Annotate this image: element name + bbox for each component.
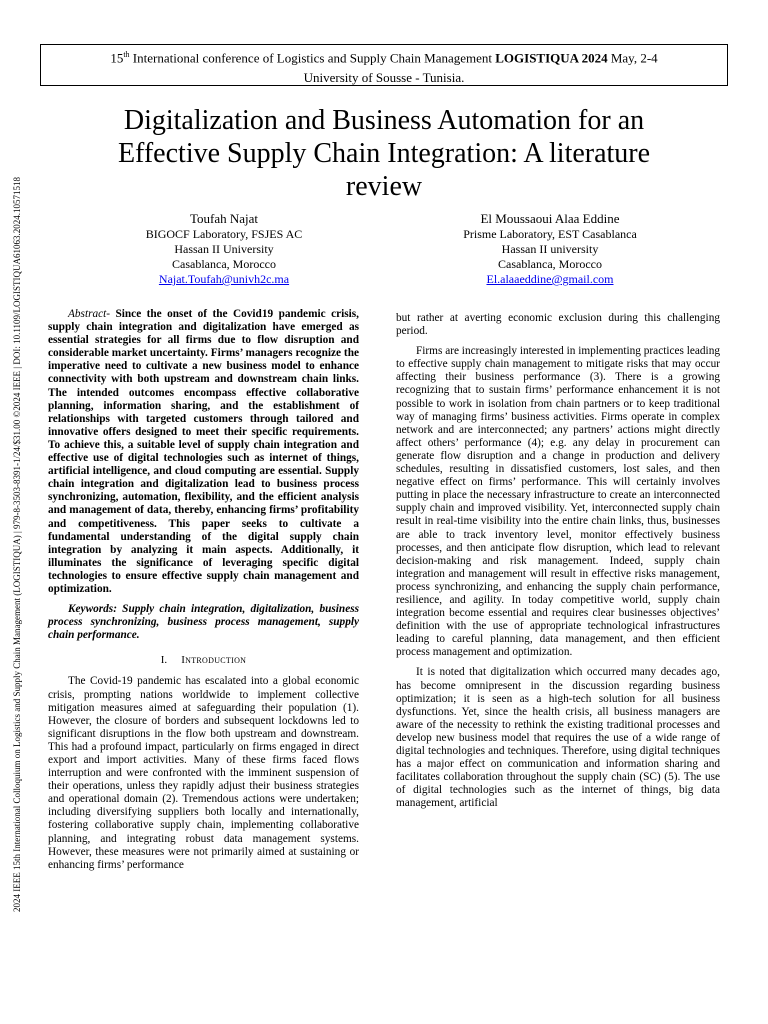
author-name: Toufah Najat bbox=[189, 211, 259, 226]
abstract: Abstract- Since the onset of the Covid19 pandemic crisis, supply chain integration and digitalization have emerged as essential strategies for all firms due to flow disruption and considerable market uncertainty. Firms’ managers recognize the imperative need to cultivate a new business model to enhance connectivity with both upstream and downstream chain links. The intended outcomes encompass effective collaborative planning, information sharing, and the establishment of relationships with targeted customers through tailored and innovative offers designed to meet their specific requirements. To achieve this, a suitable level of supply chain integration and effective use of digital technologies such as internet of things, artificial intelligence, and cloud computing are essential. Supply chain integration and digitalization lead to business process synchronizing, automation, flexibility, and the efficient analysis and management of data, thereby, enhancing firms’ profitability and competitiveness. This paper seeks to cultivate a fundamental understanding of the digital supply chain integration by analyzing it main aspects. Additionally, it illuminates the significance of leveraging specific digital technologies to ensure effective supply chain management and optimization. bbox=[48, 308, 359, 595]
paragraph-intro: The Covid-19 pandemic has escalated into a global economic crisis, prompting nations worldwide to implement collective mitigation measures aimed at safeguarding their population (1). However, the closure of borders and subsequent lockdowns led to significant disruptions in the flow both upstream and downstream. This had a profound impact, particularly on firms engaged in direct export and import activities. Many of these firms faced flows interruption and were confronted with the imminent suspension of their operations, unless they rapidly adjust their business strategies and operational domain (2). Tremendous actions were undertaken; including diversifying suppliers both locally and internationally, fostering collaborative supply chain, implementing collaborative planning, and integrating robust data management systems. However, these measures were not primarily aimed at sustaining or enhancing firms’ performance bbox=[48, 675, 359, 871]
paragraph-digitalization: It is noted that digitalization which occurred many decades ago, has become omnipresent in the discussion regarding business optimization; it is seen as a high-tech solution for all business dysfunctions. Yet, since the health crisis, all business managers are aware of the necessity to rethink the existing traditional processes and develop new business model that requires the use of a wide range of digital technologies and techniques. Therefore, using digital techniques has a major effect on communication and information sharing and facilitates collaboration throughout the supply chain (SC) (5). The use of digital technologies such as the internet of things, big data management, artificial bbox=[396, 666, 720, 810]
paragraph-continuation: but rather at averting economic exclusion during this challenging period. bbox=[396, 312, 720, 338]
author-university: Hassan II University bbox=[174, 242, 274, 256]
conference-line1: 15th International conference of Logistics and Supply Chain Management LOGISTIQUA 2024 May, 2-4 bbox=[110, 50, 658, 66]
author-lab: Prisme Laboratory, EST Casablanca bbox=[463, 227, 637, 241]
right-column bbox=[396, 312, 720, 817]
paper-title: Digitalization and Business Automation for an Effective Supply Chain Integration: A literature review bbox=[117, 105, 651, 202]
left-column bbox=[48, 308, 359, 879]
author-email-link[interactable]: Najat.Toufah@univh2c.ma bbox=[158, 272, 290, 286]
paragraph-firms: Firms are increasingly interested in implementing practices leading to effective supply chain management to mitigate risks that may occur affecting their business performance (3). There is a growing recognizing that to sustain firms’ performance enhancement it is not possible to work in isolation from chain partners or to keep traditional way of managing firms’ business activities. Firms operate in complex network and are interconnected; any partners’ actions might directly affect others’ performance (4); e.g. any delay in procurement can generate flow disruption and a change in production and delivery schedules, resulting in dissatisfied customers, lost sales, and then negative effect on firms’ performance. This will certainly involves putting in place the necessary infrastructure to create an interconnected supply chain and improved visibility. Yet, interconnected supply chain result in real-time visibility into the entire chain links, thus, businesses are able to track inventory level, monitor effectively business processes, and then anticipate flow disruption, which lead to relevant decision-making and risk management. Indeed, supply chain integration and management will result in effective risks management, process synchronizing, and enhancing the supply chain performance, resilience, and agility. In today competitive world, supply chain integration become essential and requires clear businesses objectives’ definition with the use of appropriate technological infrastructures leading to careful planning, data management, and then efficient process management and optimization. bbox=[396, 345, 720, 659]
author-2 bbox=[432, 210, 668, 287]
author-city: Casablanca, Morocco bbox=[172, 257, 276, 271]
keywords: Keywords: Supply chain integration, digitalization, business process synchronizing, business process management, supply chain performance. bbox=[48, 603, 359, 642]
section-heading-introduction: I. Introduction bbox=[160, 654, 247, 667]
author-university: Hassan II university bbox=[501, 242, 599, 256]
author-email-link[interactable]: El.alaaeddine@gmail.com bbox=[486, 272, 614, 286]
conference-line2: University of Sousse - Tunisia. bbox=[303, 70, 465, 86]
author-1 bbox=[104, 210, 344, 287]
doi-sidebar-text: 2024 IEEE 15th International Colloquium on Logistics and Supply Chain Management (LOGISTIQUA) | 979-8-3503-8391-1/24/$31.00 ©2024 IEEE | DOI: 10.1109/LOGISTIQUA61063.2024.10571518 bbox=[12, 176, 22, 912]
author-name: El Moussaoui Alaa Eddine bbox=[480, 211, 620, 226]
doi-sidebar bbox=[12, 112, 26, 912]
conference-header bbox=[40, 44, 728, 86]
author-city: Casablanca, Morocco bbox=[498, 257, 602, 271]
author-lab: BIGOCF Laboratory, FSJES AC bbox=[145, 227, 303, 241]
